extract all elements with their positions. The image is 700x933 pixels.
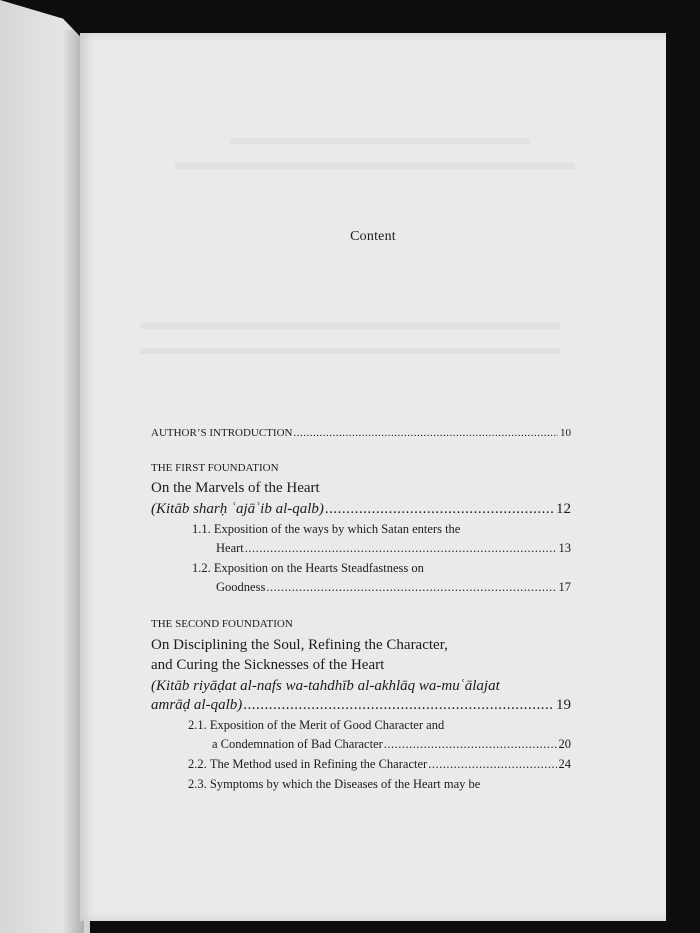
section-heading-second: THE SECOND FOUNDATION <box>151 618 293 630</box>
subentry-text: a Condemnation of Bad Character <box>212 737 383 751</box>
toc-subentry-2-2 <box>188 757 571 772</box>
subentry-text: Exposition of the ways by which Satan enters the <box>213 522 461 536</box>
leader-dots <box>384 737 557 752</box>
subentry-number: 2.3. <box>188 777 207 791</box>
arabic-title: amrāḍ al-qalb) <box>151 697 243 713</box>
section-title-second-line2: and Curing the Sicknesses of the Heart <box>151 657 385 673</box>
arabic-title-second-line1: (Kitāb riyāḍat al-nafs wa-tahdhīb al-akhlāq wa-muʿālajat <box>151 678 500 694</box>
subentry-number: 2.2. <box>188 757 207 771</box>
toc-entry-second-arabic <box>151 697 571 714</box>
page-number: 12 <box>556 501 571 517</box>
show-through <box>140 323 560 329</box>
toc-entry-first-arabic <box>151 501 571 518</box>
show-through <box>230 138 530 144</box>
toc-subentry-1-2-cont <box>216 580 571 595</box>
toc-subentry-1-2 <box>192 561 571 576</box>
entry-label: AUTHOR’S INTRODUCTION <box>151 427 293 439</box>
subentry-text: Symptoms by which the Diseases of the Heart may be <box>209 777 481 791</box>
page-number: 19 <box>556 697 571 713</box>
leader-dots <box>293 427 558 439</box>
subentry-text: The Method used in Refining the Character <box>209 757 428 771</box>
section-heading-first: THE FIRST FOUNDATION <box>151 462 279 474</box>
page-number: 10 <box>560 427 571 439</box>
subentry-text: Exposition on the Hearts Steadfastness on <box>213 561 424 575</box>
toc-subentry-1-1 <box>192 522 571 537</box>
page-number: 20 <box>558 737 571 751</box>
subentry-text: Exposition of the Merit of Good Character and <box>209 718 445 732</box>
subentry-number: 1.1. <box>192 522 211 536</box>
section-title-first: On the Marvels of the Heart <box>151 480 320 496</box>
book-page <box>80 33 666 921</box>
subentry-number: 2.1. <box>188 718 207 732</box>
subentry-text: Goodness <box>216 580 266 594</box>
leader-dots <box>325 501 554 518</box>
page-number: 17 <box>558 580 571 594</box>
section-title-second-line1: On Disciplining the Soul, Refining the Character, <box>151 637 448 653</box>
toc-subentry-2-1 <box>188 718 571 733</box>
show-through <box>175 163 575 169</box>
subentry-number: 1.2. <box>192 561 211 575</box>
toc-subentry-2-1-cont <box>212 737 571 752</box>
toc-subentry-2-3 <box>188 777 571 792</box>
leader-dots <box>243 697 554 714</box>
show-through <box>140 348 560 354</box>
leader-dots <box>245 541 557 556</box>
leader-dots <box>428 757 556 772</box>
arabic-title: (Kitāb sharḥ ʿajāʾib al-qalb) <box>151 501 324 517</box>
page-number: 24 <box>558 757 571 771</box>
page-title: Content <box>350 229 396 244</box>
toc-entry-introduction <box>151 427 571 439</box>
toc-subentry-1-1-cont <box>216 541 571 556</box>
subentry-text: Heart <box>216 541 244 555</box>
leader-dots <box>266 580 556 595</box>
page-number: 13 <box>558 541 571 555</box>
